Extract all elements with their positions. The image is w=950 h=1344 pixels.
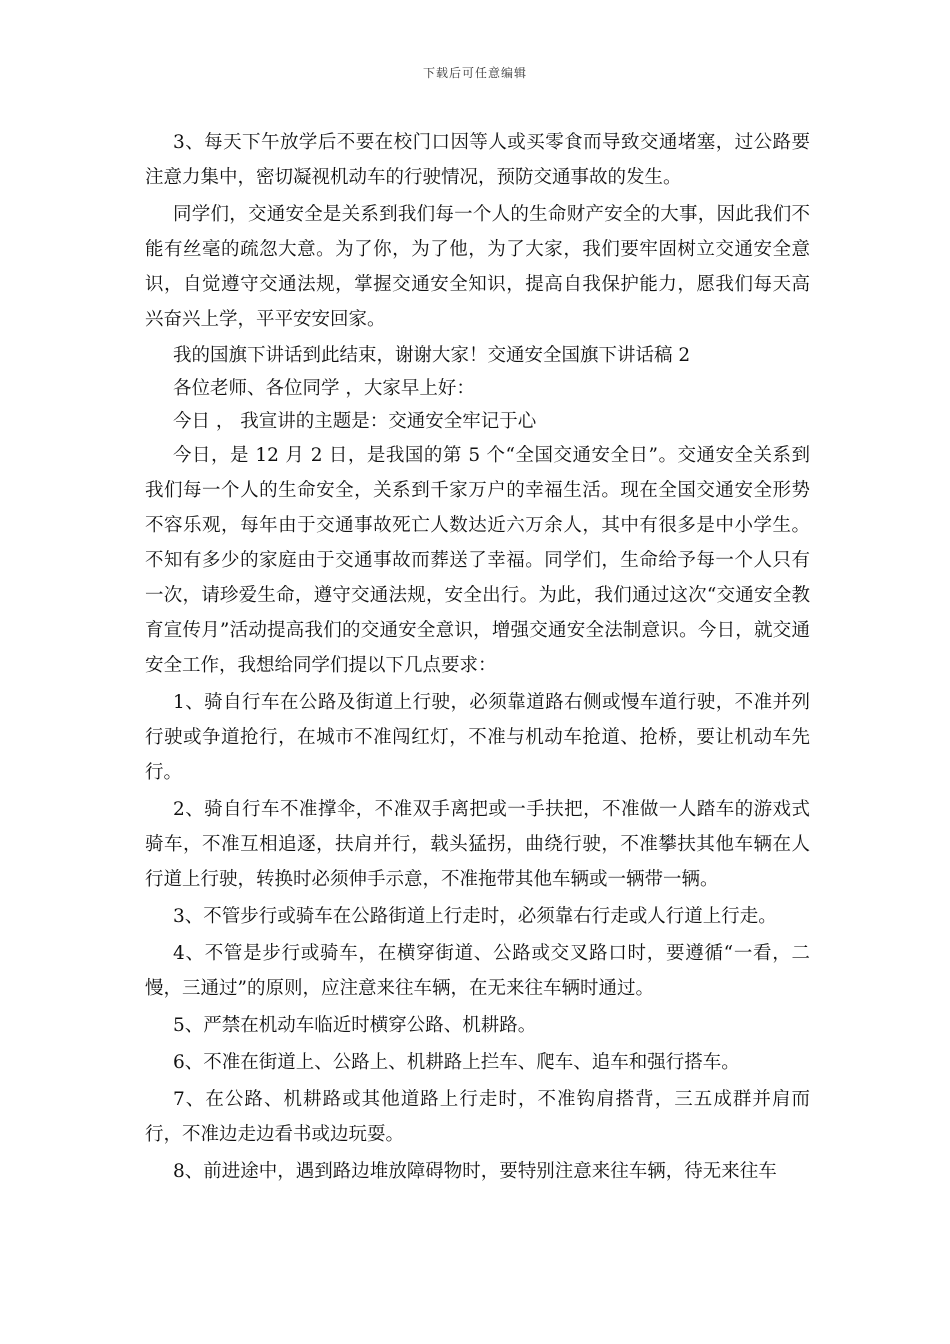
paragraph: 1、骑自行车在公路及街道上行驶，必须靠道路右侧或慢车道行驶，不准并列行驶或争道抢行，在城市不准闯红灯，不准与机动车抢道、抢桥，要让机动车先行。 <box>145 692 810 783</box>
paragraph: 8、前进途中，遇到路边堆放障碍物时，要特别注意来往车辆，待无来往车 <box>173 1161 777 1182</box>
header-note: 下载后可任意编辑 <box>422 66 527 80</box>
paragraph: 5、严禁在机动车临近时横穿公路、机耕路。 <box>173 1015 537 1036</box>
paragraph: 4、不管是步行或骑车，在横穿街道、公路或交叉路口时，要遵循“一看，二慢，三通过”的原则，应注意来往车辆，在无来往车辆时通过。 <box>145 943 810 999</box>
document-body <box>145 125 810 1191</box>
paragraph: 6、不准在街道上、公路上、机耕路上拦车、爬车、追车和强行搭车。 <box>173 1052 740 1073</box>
paragraph: 今日 ， 我宣讲的主题是：交通安全牢记于心 <box>173 411 537 432</box>
paragraph: 3、不管步行或骑车在公路街道上行走时，必须靠右行走或人行道上行走。 <box>173 906 777 927</box>
paragraph: 同学们，交通安全是关系到我们每一个人的生命财产安全的大事，因此我们不能有丝毫的疏忽大意。为了你，为了他，为了大家，我们要牢固树立交通安全意识，自觉遵守交通法规，掌握交通安全知识，提高自我保护能力，愿我们每天高兴奋兴上学，平平安安回家。 <box>145 204 810 330</box>
paragraph: 7、在公路、机耕路或其他道路上行走时，不准钩肩搭背，三五成群并肩而行，不准边走边看书或边玩耍。 <box>145 1089 810 1145</box>
paragraph: 我的国旗下讲话到此结束，谢谢大家！交通安全国旗下讲话稿 2 <box>173 345 691 366</box>
paragraph: 3、每天下午放学后不要在校门口因等人或买零食而导致交通堵塞，过公路要注意力集中，密切凝视机动车的行驶情况，预防交通事故的发生。 <box>145 132 810 188</box>
paragraph: 2、骑自行车不准撑伞，不准双手离把或一手扶把，不准做一人踏车的游戏式骑车，不准互相追逐，扶肩并行，载头猛拐，曲绕行驶，不准攀扶其他车辆在人行道上行驶，转换时必须伸手示意，不准拖带其他车辆或一辆带一辆。 <box>145 799 810 890</box>
paragraph: 今日，是 12 月 2 日，是我国的第 5 个“全国交通安全日”。交通安全关系到我们每一个人的生命安全，关系到千家万户的幸福生活。现在全国交通安全形势不容乐观，每年由于交通事故死亡人数达近六万余人，其中有很多是中小学生。不知有多少的家庭由于交通事故而葬送了幸福。同学们，生命给予每一个人只有一次，请珍爱生命，遵守交通法规，安全出行。为此，我们通过这次“交通安全教育宣传月”活动提高我们的交通安全意识，增强交通安全法制意识。今日，就交通安全工作，我想给同学们提以下几点要求： <box>145 445 810 676</box>
paragraph: 各位老师、各位同学 ，大家早上好： <box>173 378 475 399</box>
